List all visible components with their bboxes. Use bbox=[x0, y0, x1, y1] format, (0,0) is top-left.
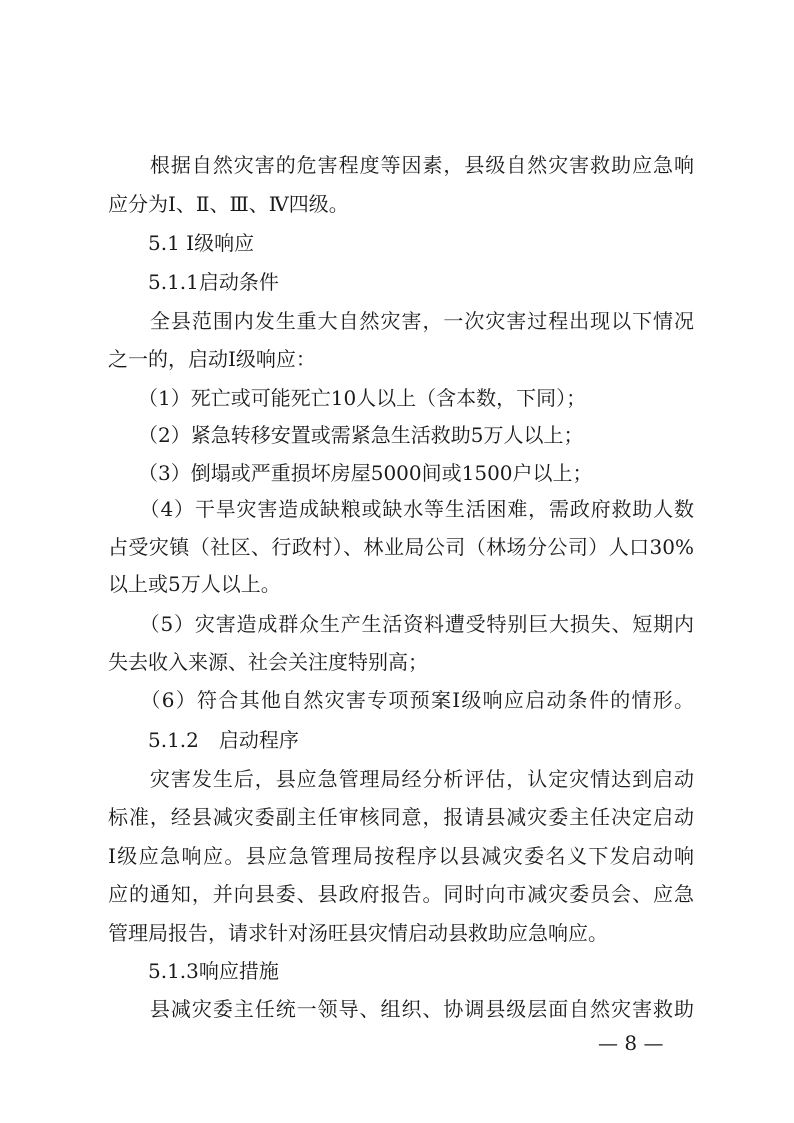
paragraph-line-23: 县减灾委主任统一领导、组织、协调县级层面自然灾害救助 bbox=[108, 997, 694, 1021]
paragraph-line-17: 灾害发生后，县应急管理局经分析评估，认定灾情达到启动 bbox=[108, 767, 694, 791]
list-item-2: （2）紧急转移安置或需紧急生活救助5万人以上； bbox=[108, 423, 584, 447]
list-item-3: （3）倒塌或严重损坏房屋5000间或1500户以上； bbox=[108, 461, 593, 485]
list-item-4-line-3: 以上或5万人以上。 bbox=[108, 572, 281, 596]
list-item-5-line-1: （5）灾害造成群众生产生活资料遭受特别巨大损失、短期内 bbox=[108, 612, 694, 636]
list-item-1: （1）死亡或可能死亡10人以上（含本数，下同）； bbox=[108, 386, 587, 410]
paragraph-line-18: 标准，经县减灾委副主任审核同意，报请县减灾委主任决定启动 bbox=[108, 805, 694, 829]
paragraph-line-19: Ⅰ级应急响应。县应急管理局按程序以县减灾委名义下发启动响 bbox=[108, 844, 694, 868]
paragraph-line-21: 管理局报告，请求针对汤旺县灾情启动县救助应急响应。 bbox=[108, 921, 608, 945]
paragraph-line-6: 之一的，启动Ⅰ级响应： bbox=[108, 347, 316, 371]
paragraph-line-2: 应分为Ⅰ、Ⅱ、Ⅲ、Ⅳ四级。 bbox=[108, 192, 349, 216]
list-item-4-line-1: （4）干旱灾害造成缺粮或缺水等生活困难，需政府救助人数 bbox=[108, 497, 694, 521]
section-heading-5-1: 5.1 Ⅰ级响应 bbox=[108, 231, 255, 255]
list-item-6: （6）符合其他自然灾害专项预案Ⅰ级响应启动条件的情形。 bbox=[108, 688, 694, 712]
section-heading-5-1-3: 5.1.3响应措施 bbox=[108, 959, 279, 983]
list-item-4-line-2: 占受灾镇（社区、行政村）、林业局公司（林场分公司）人口30% bbox=[108, 535, 694, 559]
paragraph-line-5: 全县范围内发生重大自然灾害，一次灾害过程出现以下情况 bbox=[108, 309, 694, 333]
paragraph-line-20: 应的通知，并向县委、县政府报告。同时向市减灾委员会、应急 bbox=[108, 882, 694, 906]
paragraph-line-1: 根据自然灾害的危害程度等因素，县级自然灾害救助应急响 bbox=[108, 153, 694, 177]
section-heading-5-1-1: 5.1.1启动条件 bbox=[108, 270, 279, 294]
page-number: — 8 — bbox=[598, 1031, 664, 1055]
section-heading-5-1-2: 5.1.2 启动程序 bbox=[108, 728, 299, 752]
list-item-5-line-2: 失去收入来源、社会关注度特别高； bbox=[108, 650, 428, 674]
